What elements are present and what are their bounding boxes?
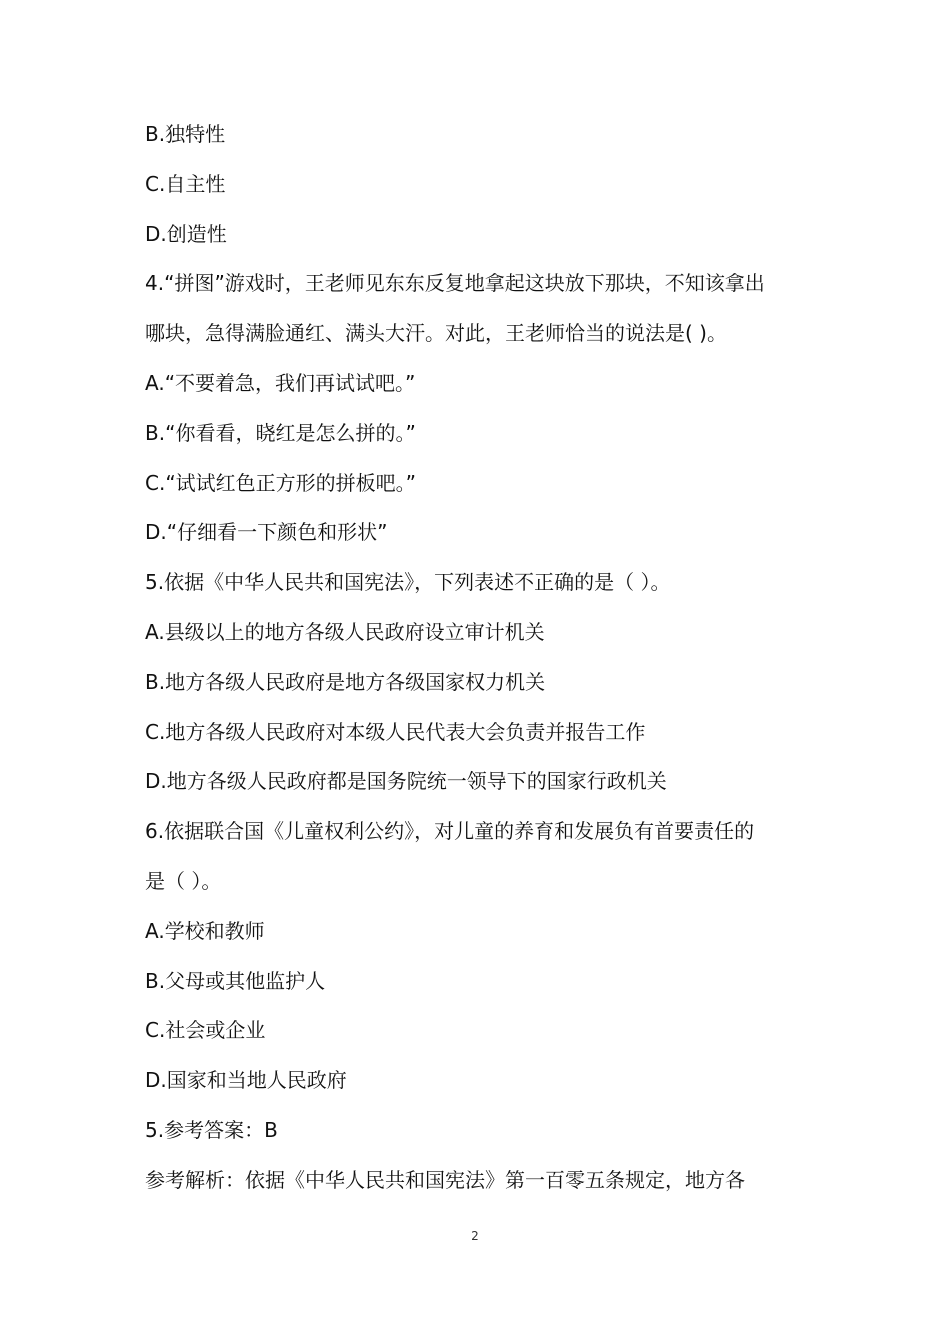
option-c-q6: C.社会或企业 bbox=[145, 1018, 266, 1043]
option-d-q5: D.地方各级人民政府都是国务院统一领导下的国家行政机关 bbox=[145, 769, 667, 794]
question-4-line-2: 哪块，急得满脸通红、满头大汗。对此，王老师恰当的说法是( )。 bbox=[145, 321, 727, 346]
option-c-q4: C.“试试红色正方形的拼板吧。” bbox=[145, 470, 417, 495]
option-b-q6: B.父母或其他监护人 bbox=[145, 968, 326, 993]
option-d-q4: D.“仔细看一下颜色和形状” bbox=[145, 520, 388, 545]
question-4-line-1: 4.“拼图”游戏时，王老师见东东反复地拿起这块放下那块，不知该拿出 bbox=[145, 271, 765, 296]
explanation-5: 参考解析：依据《中华人民共和国宪法》第一百零五条规定，地方各 bbox=[145, 1167, 745, 1192]
question-6-line-1: 6.依据联合国《儿童权利公约》，对儿童的养育和发展负有首要责任的 bbox=[145, 819, 755, 844]
option-a-q4: A.“不要着急，我们再试试吧。” bbox=[145, 370, 416, 395]
option-c-q3: C.自主性 bbox=[145, 171, 226, 196]
page-number: 2 bbox=[471, 1229, 479, 1243]
document-body bbox=[145, 110, 815, 1206]
option-a-q5: A.县级以上的地方各级人民政府设立审计机关 bbox=[145, 619, 545, 644]
option-a-q6: A.学校和教师 bbox=[145, 918, 265, 943]
option-b-q3: B.独特性 bbox=[145, 122, 226, 146]
option-c-q5: C.地方各级人民政府对本级人民代表大会负责并报告工作 bbox=[145, 719, 646, 744]
question-6-line-2: 是（ ）。 bbox=[145, 868, 222, 893]
option-b-q4: B.“你看看，晓红是怎么拼的。” bbox=[145, 420, 416, 445]
answer-5: 5.参考答案：B bbox=[145, 1117, 278, 1142]
option-d-q6: D.国家和当地人民政府 bbox=[145, 1068, 347, 1093]
option-b-q5: B.地方各级人民政府是地方各级国家权力机关 bbox=[145, 669, 546, 694]
question-5: 5.依据《中华人民共和国宪法》，下列表述不正确的是（ ）。 bbox=[145, 570, 671, 595]
option-d-q3: D.创造性 bbox=[145, 221, 227, 246]
